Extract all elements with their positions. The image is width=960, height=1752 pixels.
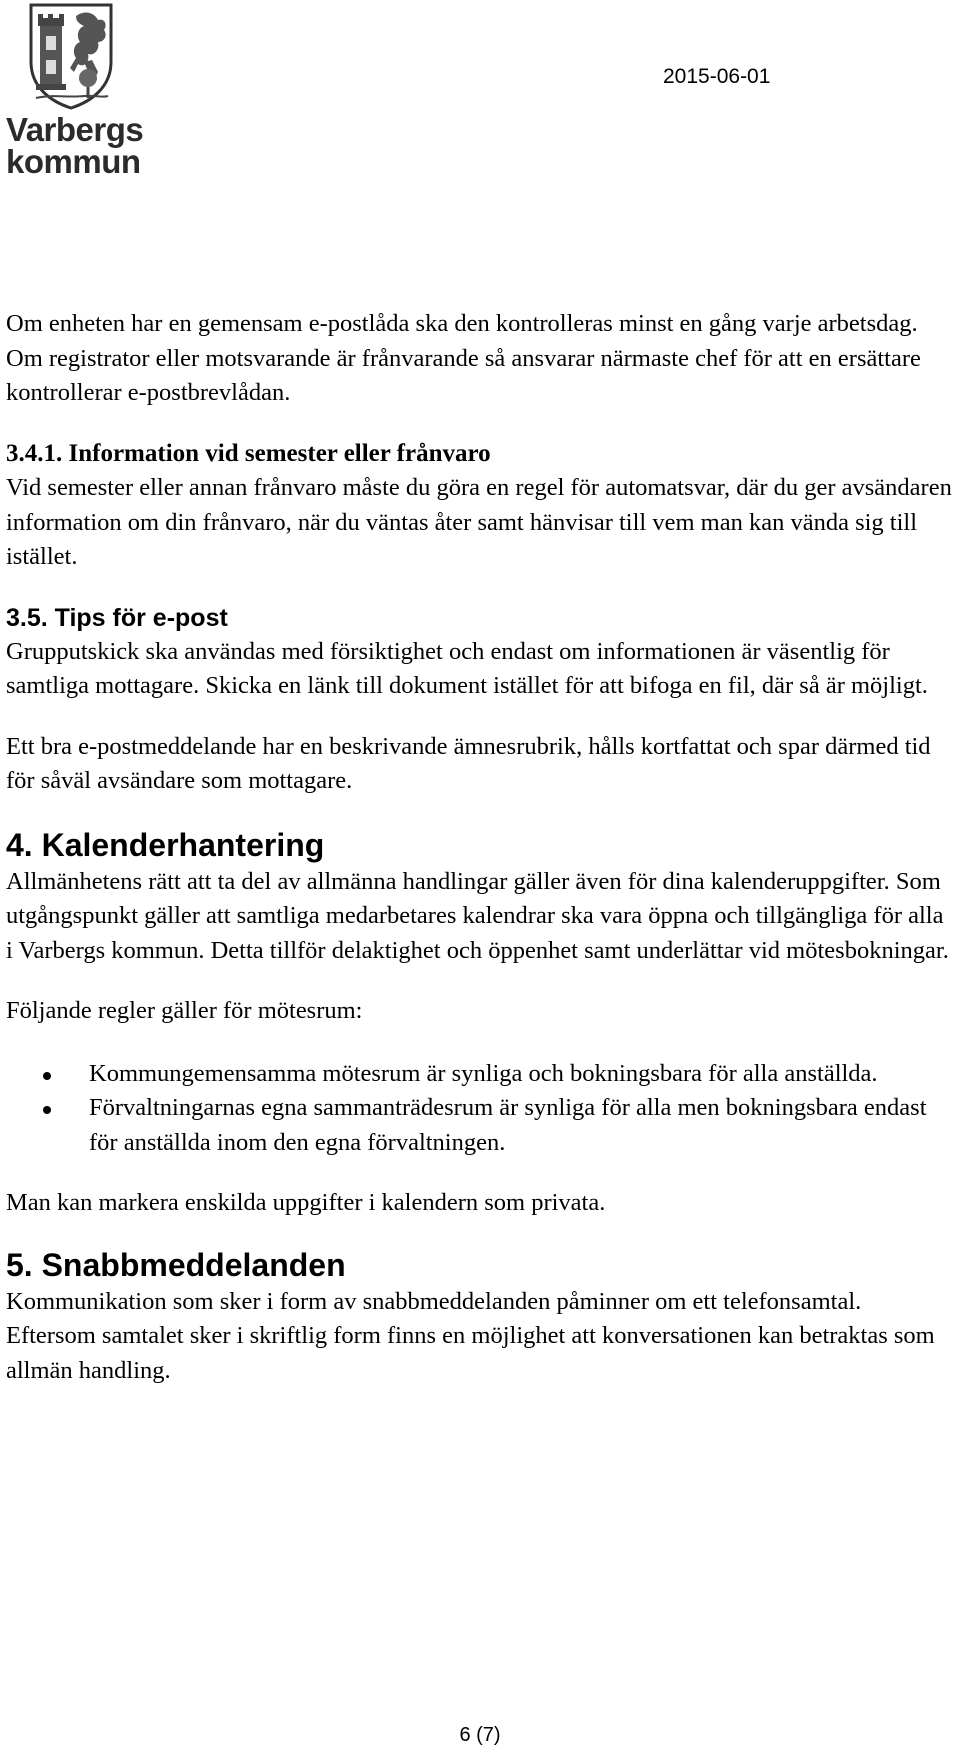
bullet-icon [43,1106,51,1114]
meeting-room-rules-list [6,1057,956,1161]
list-item [6,1057,956,1092]
document-body [6,307,956,1388]
page-number: 6 (7) [459,1724,501,1746]
logo-wordmark-line1: Varbergs [6,111,144,148]
heading-4-calendar: 4. Kalenderhantering [6,826,325,863]
list-item [6,1091,956,1160]
paragraph-private-items: Man kan markera enskilda uppgifter i kalendern som privata. [6,1189,606,1216]
document-date: 2015-06-01 [663,65,771,88]
paragraph-calendar-access: Allmänhetens rätt att ta del av allmänna handlingar gäller även för dina kalenderuppgifter. Som utgångspunkt gäller att samtliga medarbetares kalendrar ska vara öppna och tillgängliga för alla i Varbergs kommun. Detta tillför delaktighet och öppenhet samt underlättar vid mötesbokningar. [6,867,949,964]
logo-wordmark-line2: kommun [6,143,141,180]
list-item-text: Förvaltningarnas egna sammanträdesrum är synliga för alla men bokningsbara endast för anställda inom den egna förvaltningen. [89,1094,927,1156]
logo-wordmark [6,111,144,180]
paragraph-shared-mailbox: Om enheten har en gemensam e-postlåda ska den kontrolleras minst en gång varje arbetsdag. Om registrator eller motsvarande är frånvarande så ansvarar närmaste chef för att en ersättare kontrollerar e-postbrevlådan. [6,310,921,406]
heading-5-instant-messages: 5. Snabbmeddelanden [6,1246,346,1283]
heading-3-4-1: 3.4.1. Information vid semester eller frånvaro [6,439,491,467]
paragraph-meeting-room-rules: Följande regler gäller för mötesrum: [6,997,363,1024]
paragraph-absence: Vid semester eller annan frånvaro måste du göra en regel för automatsvar, där du ger avsändaren information om din frånvaro, när du väntas åter samt hänvisar till vem man kan vända sig till istället. [6,474,952,570]
list-item-text: Kommungemensamma mötesrum är synliga och bokningsbara för alla anställda. [89,1059,878,1087]
bullet-icon [43,1072,51,1080]
paragraph-group-mailing: Grupputskick ska användas med försiktighet och endast om informationen är väsentlig för samtliga mottagare. Skicka en länk till dokument istället för att bifoga en fil, där så är möjligt. [6,637,928,699]
paragraph-instant-messages: Kommunikation som sker i form av snabbmeddelanden påminner om ett telefonsamtal. Eftersom samtalet sker i skriftlig form finns en möjlighet att konversationen kan betraktas som allmän handling. [6,1287,935,1384]
varbergs-kommun-logo [4,2,144,182]
heading-3-5: 3.5. Tips för e-post [6,603,228,632]
coat-of-arms-icon [28,2,114,110]
paragraph-good-email: Ett bra e-postmeddelande har en beskrivande ämnesrubrik, hålls kortfattat och spar därmed tid för såväl avsändare som mottagare. [6,732,931,794]
